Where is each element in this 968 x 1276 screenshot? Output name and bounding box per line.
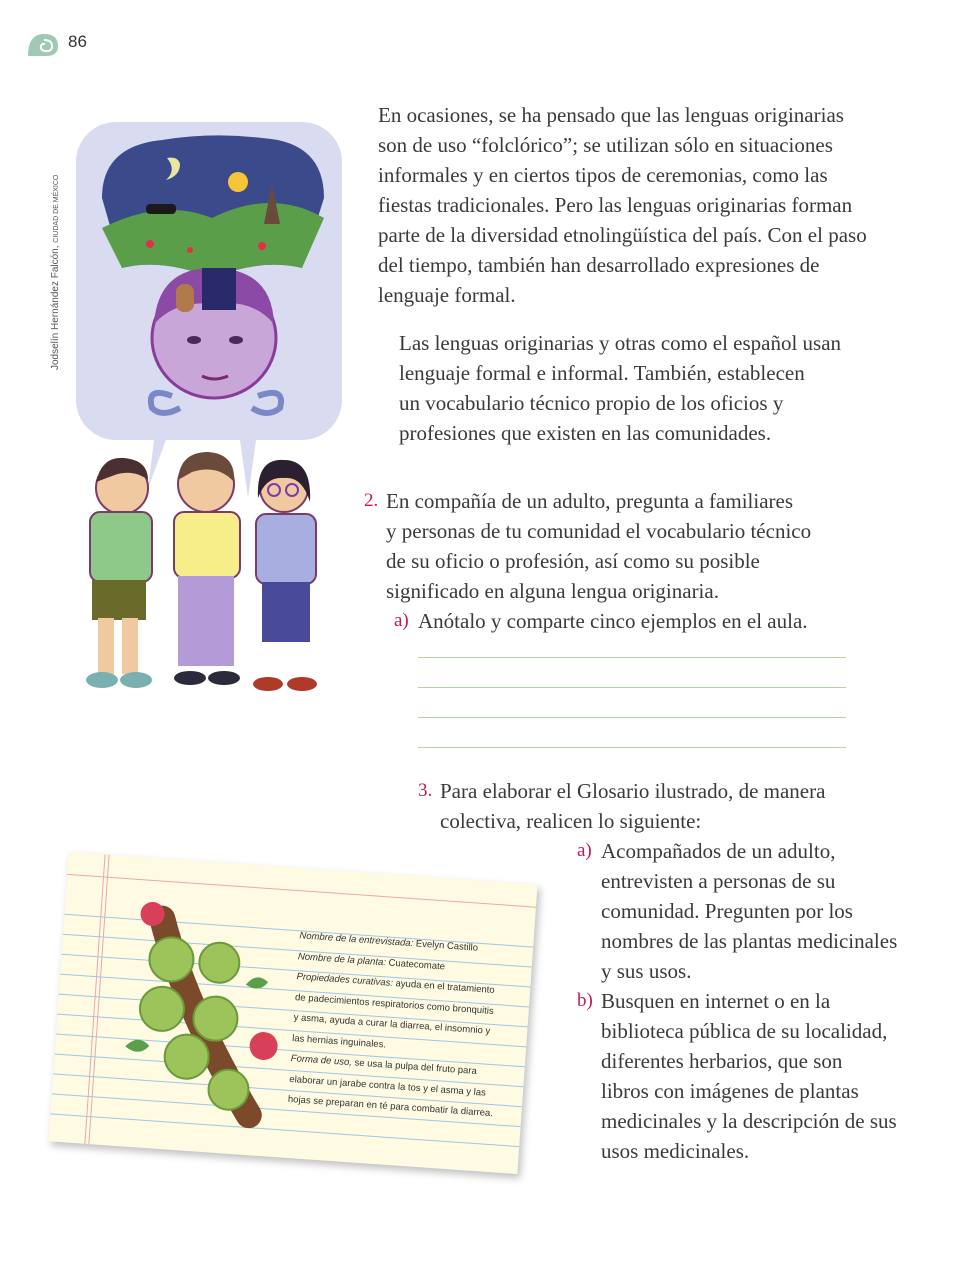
- credit-place: CIUDAD DE MÉXICO: [53, 174, 60, 243]
- text-line: profesiones que existen en las comunidades.: [399, 421, 772, 445]
- text-line: Acompañados de un adulto,: [601, 839, 836, 863]
- text-line: parte de la diversidad etnolingüística del país. Con el paso: [378, 223, 867, 247]
- plant-illustration: [108, 886, 304, 1138]
- text-line: y sus usos.: [601, 959, 692, 983]
- flower-icon: [249, 1031, 279, 1061]
- answer-line[interactable]: [418, 687, 846, 688]
- text-line: y personas de tu comunidad el vocabulario técnico: [386, 519, 812, 543]
- child-middle: [174, 452, 240, 685]
- text-line: comunidad. Pregunten por los: [601, 899, 853, 923]
- herbarium-card: [48, 852, 537, 1174]
- properties-label: Propiedades curativas:: [296, 971, 394, 989]
- text-line: informales y en ciertos tipos de ceremonias, como las: [378, 163, 828, 187]
- sun-icon: [228, 172, 248, 192]
- activity-2a-text: Anótalo y comparte cinco ejemplos en el aula.: [418, 609, 808, 633]
- text-line: son de uso “folclórico”; se utilizan sólo en situaciones: [378, 133, 833, 157]
- activity-3: [418, 776, 880, 836]
- text-line: Para elaborar el Glosario ilustrado, de manera: [440, 779, 826, 803]
- use-line: hojas se preparan en té para combatir la diarrea.: [287, 1093, 494, 1120]
- text-line: del tiempo, también han desarrollado expresiones de: [378, 253, 820, 277]
- child-right: [253, 460, 317, 691]
- answer-line[interactable]: [418, 657, 846, 658]
- credit-author: Jodselín Hernández Falcón,: [50, 245, 61, 370]
- interviewee-label: Nombre de la entrevistada:: [299, 930, 414, 950]
- answer-line[interactable]: [418, 747, 846, 748]
- text-line: lenguaje formal.: [378, 283, 516, 307]
- text-line: Las lenguas originarias y otras como el español usan: [399, 331, 842, 355]
- properties-line: de padecimientos respiratorios como bronquitis: [294, 991, 495, 1017]
- text-line: biblioteca pública de su localidad,: [601, 1019, 888, 1043]
- plant-name: Cuatecomate: [388, 957, 446, 972]
- children-illustration: [62, 118, 352, 708]
- text-line: nombres de las plantas medicinales: [601, 929, 898, 953]
- activity-3a-label: a): [577, 840, 592, 861]
- activity-2-number: 2.: [364, 490, 379, 511]
- interviewee-name: Evelyn Castillo: [415, 938, 479, 954]
- properties-line: y asma, ayuda a curar la diarrea, el insomnio y: [293, 1012, 491, 1037]
- plant-label: Nombre de la planta:: [297, 950, 387, 968]
- activity-2: [364, 486, 846, 636]
- text-line: colectiva, realicen lo siguiente:: [440, 809, 702, 833]
- text-line: un vocabulario técnico propio de los oficios y: [399, 391, 784, 415]
- activity-3a: [577, 836, 921, 986]
- text-line: de su oficio o profesión, así como su posible: [386, 549, 760, 573]
- text-line: En compañía de un adulto, pregunta a familiares: [386, 489, 794, 513]
- use-label: Forma de uso,: [290, 1052, 353, 1069]
- properties-line: ayuda en el tratamiento: [395, 978, 496, 996]
- activity-3b-label: b): [577, 990, 593, 1011]
- snail-logo-icon: [26, 30, 60, 58]
- use-line: elaborar un jarabe contra la tos y el asma y las: [289, 1073, 487, 1099]
- bubble-tail-right: [240, 440, 256, 498]
- note-paragraph: [399, 328, 869, 448]
- bubble-tail-left: [148, 440, 166, 488]
- intro-paragraph: [378, 100, 878, 310]
- text-line: entrevisten a personas de su: [601, 869, 836, 893]
- activity-3b: [577, 986, 921, 1166]
- activity-3-number: 3.: [418, 780, 433, 801]
- page-number: 86: [68, 32, 87, 51]
- text-line: medicinales y la descripción de sus: [601, 1109, 897, 1133]
- activity-2a-label: a): [394, 610, 409, 631]
- text-line: usos medicinales.: [601, 1139, 750, 1163]
- properties-line: las hernias inguinales.: [291, 1032, 387, 1051]
- child-left: [86, 458, 152, 688]
- text-line: Busquen en internet o en la: [601, 989, 831, 1013]
- text-line: En ocasiones, se ha pensado que las lenguas originarias: [378, 103, 844, 127]
- text-line: lenguaje formal e informal. También, establecen: [399, 361, 805, 385]
- text-line: libros con imágenes de plantas: [601, 1079, 859, 1103]
- text-line: fiestas tradicionales. Pero las lenguas originarias forman: [378, 193, 853, 217]
- answer-line[interactable]: [418, 717, 846, 718]
- text-line: diferentes herbarios, que son: [601, 1049, 843, 1073]
- text-line: significado en alguna lengua originaria.: [386, 579, 719, 603]
- card-text: [287, 926, 519, 1125]
- use-line: se usa la pulpa del fruto para: [354, 1057, 478, 1077]
